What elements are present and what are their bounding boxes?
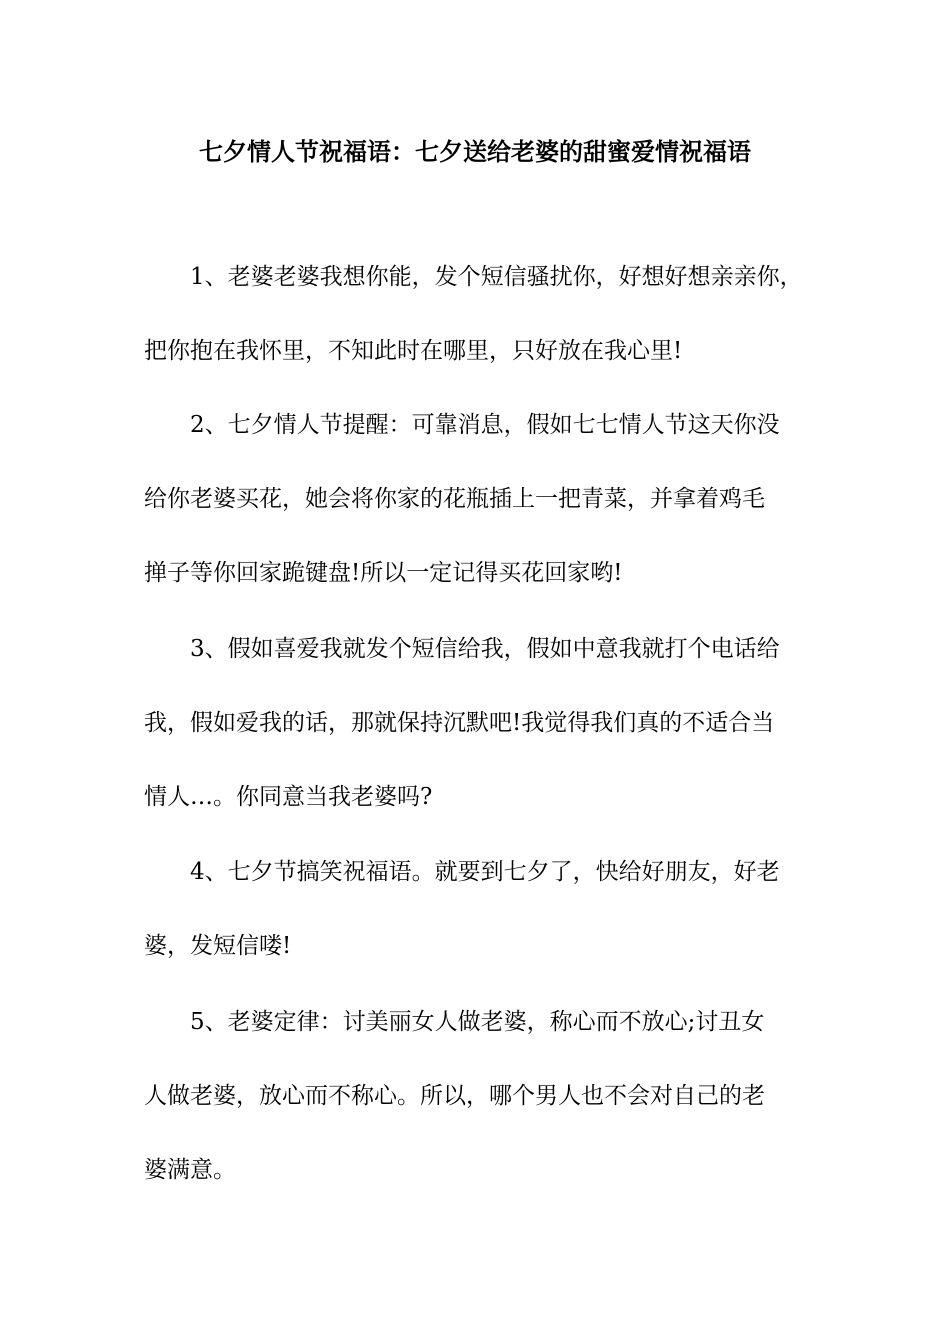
paragraph-5-line-1: 5、老婆定律：讨美丽女人做老婆，称心而不放心;讨丑女 — [190, 1009, 765, 1035]
paragraph-3-line-1: 3、假如喜爱我就发个短信给我，假如中意我就打个电话给 — [190, 636, 780, 662]
paragraph-2-line-2: 给你老婆买花，她会将你家的花瓶插上一把青菜，并拿着鸡毛 — [144, 486, 765, 512]
paragraph-4-line-1: 4、七夕节搞笑祝福语。就要到七夕了，快给好朋友，好老 — [190, 859, 780, 885]
paragraph-2-line-1: 2、七夕情人节提醒：可靠消息，假如七七情人节这天你没 — [190, 412, 780, 438]
paragraph-2-line-3: 掸子等你回家跪键盘!所以一定记得买花回家哟! — [144, 560, 623, 586]
paragraph-3-line-2: 我，假如爱我的话，那就保持沉默吧!我觉得我们真的不适合当 — [144, 710, 775, 736]
paragraph-1-line-1: 1、老婆老婆我想你能，发个短信骚扰你，好想好想亲亲你， — [190, 264, 803, 290]
paragraph-3-line-3: 情人…。你同意当我老婆吗? — [144, 784, 433, 810]
paragraph-1-line-2: 把你抱在我怀里，不知此时在哪里，只好放在我心里! — [144, 338, 683, 364]
paragraph-5-line-3: 婆满意。 — [144, 1157, 236, 1183]
paragraph-5-line-2: 人做老婆，放心而不称心。所以，哪个男人也不会对自己的老 — [144, 1083, 765, 1109]
document-title: 七夕情人节祝福语：七夕送给老婆的甜蜜爱情祝福语 — [199, 138, 751, 166]
paragraph-4-line-2: 婆，发短信喽! — [144, 933, 292, 959]
